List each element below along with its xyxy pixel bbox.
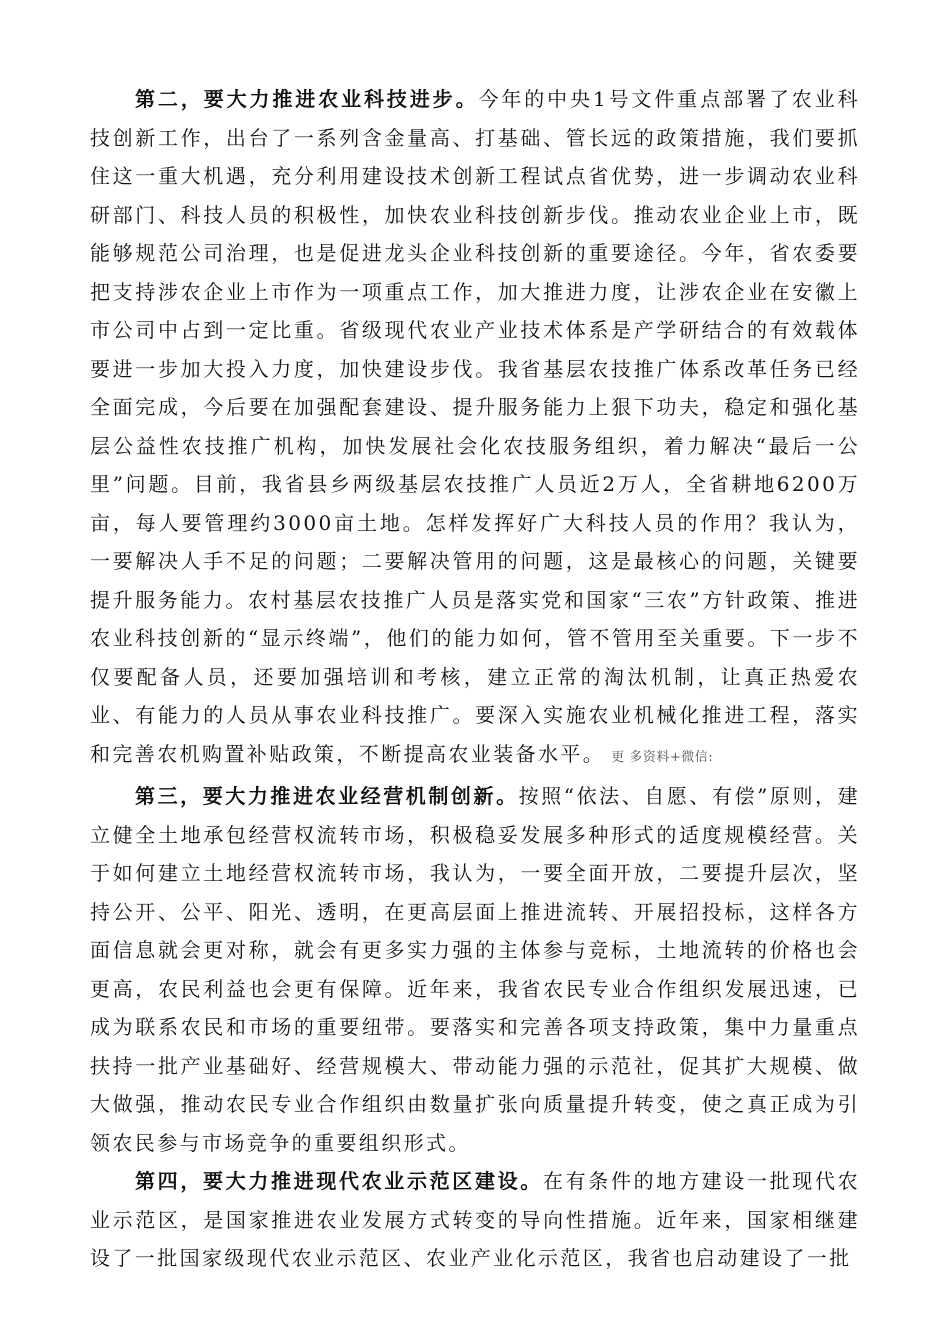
paragraph-heading: 第二，要大力推进农业科技进步。	[135, 87, 479, 111]
paragraph-body: 今年的中央1号文件重点部署了农业科技创新工作，出台了一系列含金量高、打基础、管长远的政策措施，我们要抓住这一重大机遇，充分利用建设技术创新工程试点省优势，进一步调动农业科研部门、科技人员的积极性，加快农业科技创新步伐。推动农业企业上市，既能够规范公司治理，也是促进龙头企业科技创新的重要途径。今年，省农委要把支持涉农企业上市作为一项重点工作，加大推进力度，让涉农企业在安徽上市公司中占到一定比重。省级现代农业产业技术体系是产学研结合的有效载体要进一步加大投入力度，加快建设步伐。我省基层农技推广体系改革任务已经全面完成，今后要在加强配套建设、提升服务能力上狠下功夫，稳定和强化基层公益性农技推广机构，加快发展社会化农技服务组织，着力解决“最后一公里”问题。目前，我省县乡两级基层农技推广人员近2万人，全省耕地6200万亩，每人要管理约3000亩土地。怎样发挥好广大科技人员的作用？我认为，一要解决人手不足的问题；二要解决管用的问题，这是最核心的问题，关键要提升服务能力。农村基层农技推广人员是落实党和国家“三农”方针政策、推进农业科技创新的“显示终端”，他们的能力如何，管不管用至关重要。下一步不仅要配备人员，还要加强培训和考核，建立正常的淘汰机制，让真正热爱农业、有能力的人员从事农业科技推广。要深入实施农业机械化推进工程，落实和完善农机购置补贴政策，不断提高农业装备水平。	[90, 87, 860, 766]
document-page	[90, 80, 860, 1320]
paragraph-heading: 第三，要大力推进农业经营机制创新。	[135, 784, 519, 808]
paragraph-agri-operation-mechanism	[90, 777, 860, 1162]
paragraph-body: 按照“依法、自愿、有偿”原则，建立健全土地承包经营权流转市场，积极稳妥发展多种形式的适度规模经营。关于如何建立土地经营权流转市场，我认为，一要全面开放，二要提升层次，坚持公开、公平、阳光、透明，在更高层面上推进流转、开展招投标，这样各方面信息就会更对称，就会有更多实力强的主体参与竞标，土地流转的价格也会更高，农民利益也会更有保障。近年来，我省农民专业合作组织发展迅速，已成为联系农民和市场的重要纽带。要落实和完善各项支持政策，集中力量重点扶持一批产业基础好、经营规模大、带动能力强的示范社，促其扩大规模、做大做强，推动农民专业合作组织由数量扩张向质量提升转变，使之真正成为引领农民参与市场竞争的重要组织形式。	[90, 784, 860, 1155]
watermark-note: 更 多资料+微信:	[611, 749, 714, 765]
paragraph-body: 在有条件的地方建设一批现代农业示范区，是国家推进农业发展方式转变的导向性措施。近年来，国家相继建设了一批国家级现代农业示范区、农业产业化示范区，我省也启动建设了一批	[90, 1169, 860, 1270]
paragraph-demo-zone-construction	[90, 1162, 860, 1278]
paragraph-heading: 第四，要大力推进现代农业示范区建设。	[135, 1169, 543, 1193]
paragraph-agri-tech-progress	[90, 80, 860, 777]
